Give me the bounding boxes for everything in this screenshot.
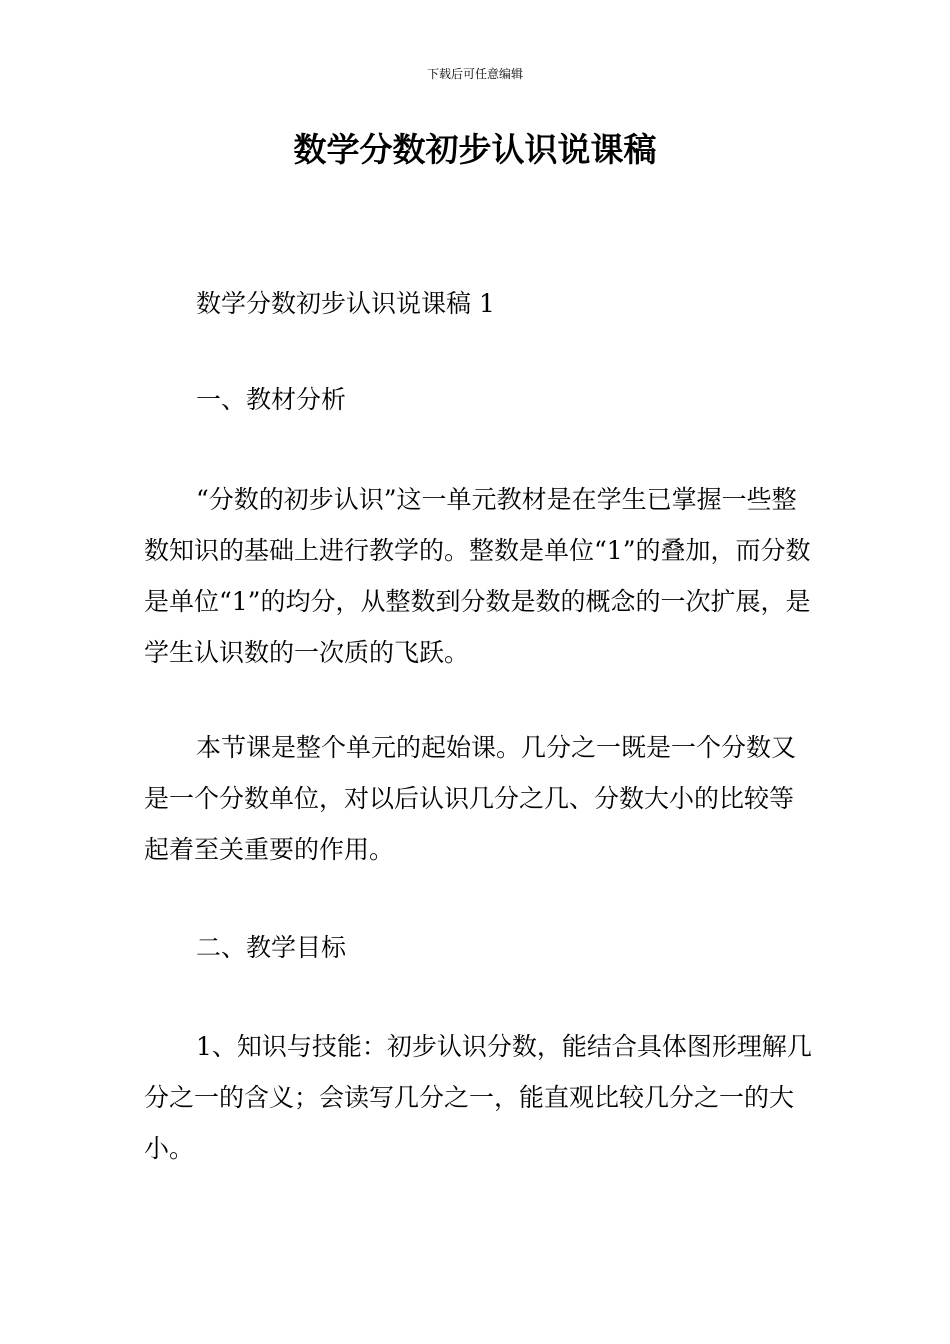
header-note: 下载后可任意编辑 (426, 67, 523, 81)
paragraph-lesson-role: 本节课是整个单元的起始课。几分之一既是一个分数又是一个分数单位，对以后认识几分之几、分数大小的比较等起着至关重要的作用。 (144, 733, 797, 864)
section-heading-teaching-goals: 二、教学目标 (196, 933, 347, 962)
paragraph-knowledge-skills: 1、知识与技能：初步认识分数，能结合具体图形理解几分之一的含义；会读写几分之一，能直观比较几分之一的大小。 (144, 1032, 812, 1163)
section-subtitle: 数学分数初步认识说课稿 1 (196, 289, 495, 318)
section-heading-teaching-material: 一、教材分析 (196, 385, 347, 414)
paragraph-material-analysis: “分数的初步认识”这一单元教材是在学生已掌握一些整数知识的基础上进行教学的。整数是单位“1”的叠加，而分数是单位“1”的均分，从整数到分数是数的概念的一次扩展，是学生认识数的一次质的飞跃。 (144, 485, 811, 667)
document-title: 数学分数初步认识说课稿 (293, 130, 657, 169)
